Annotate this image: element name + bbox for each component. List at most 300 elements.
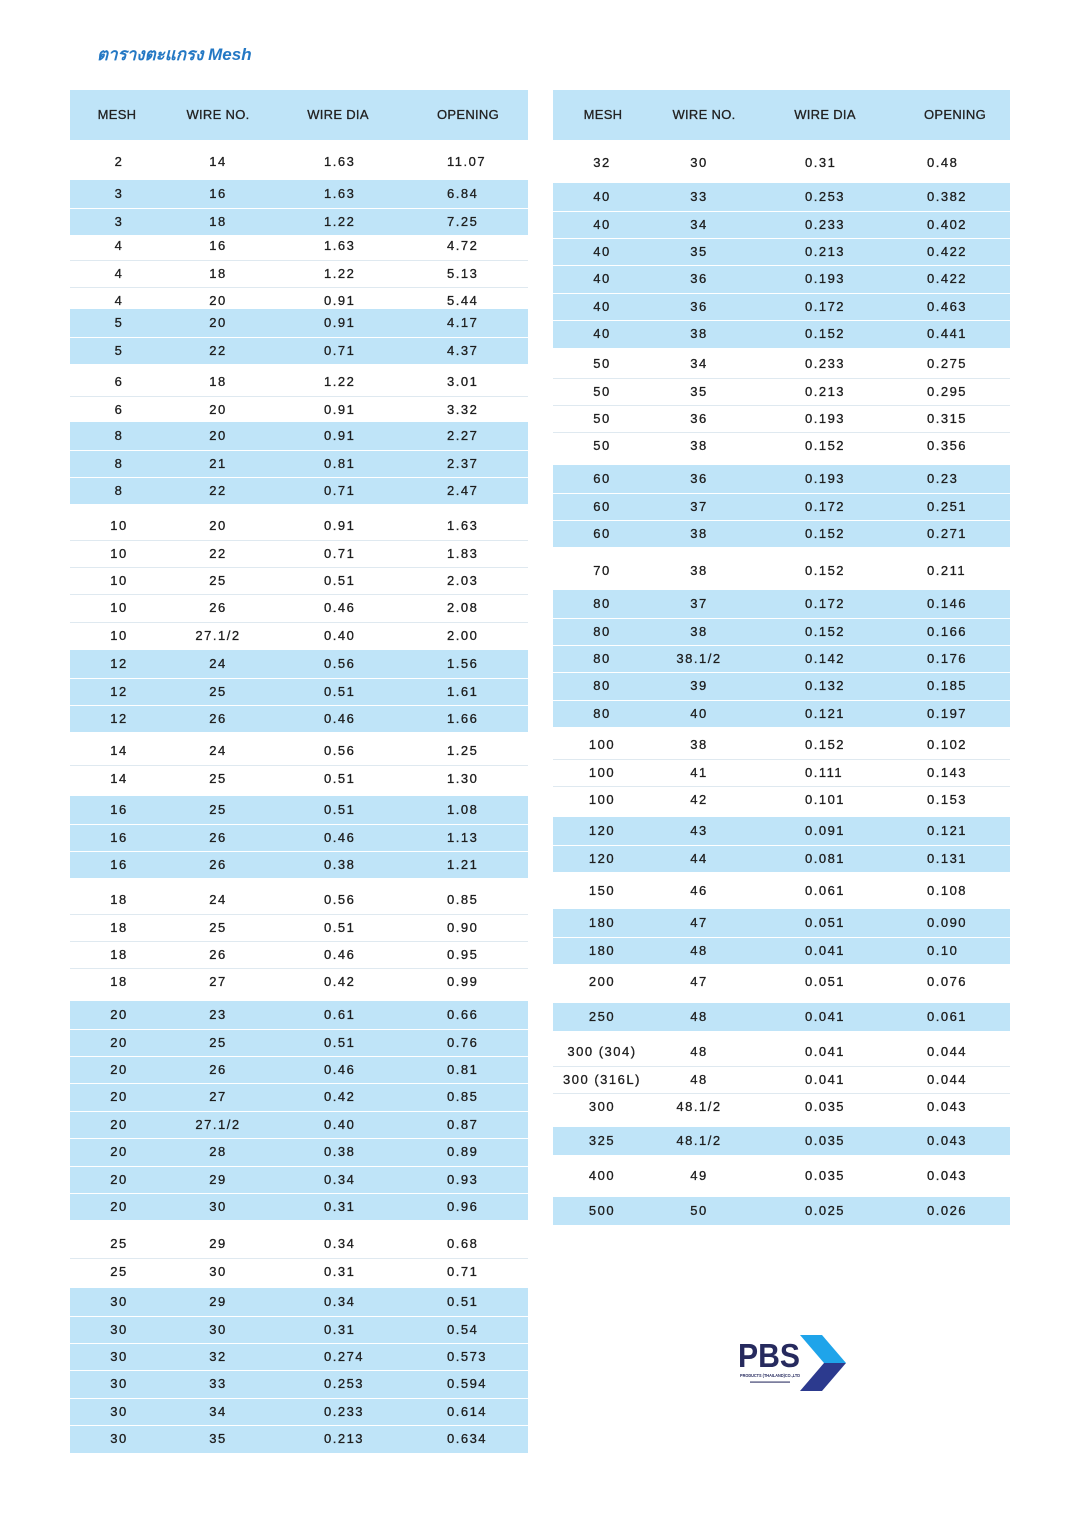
cell-opening: 2.08 bbox=[447, 600, 479, 616]
cell-mesh: 25 bbox=[110, 1263, 128, 1279]
row-group bbox=[553, 590, 1010, 727]
cell-wire-dia: 0.142 bbox=[805, 651, 846, 667]
cell-wire-dia: 0.38 bbox=[324, 857, 356, 873]
cell-mesh: 30 bbox=[110, 1431, 128, 1447]
cell-wire-no: 30 bbox=[209, 1263, 227, 1279]
cell-opening: 0.614 bbox=[447, 1403, 488, 1419]
cell-mesh: 50 bbox=[593, 411, 611, 427]
pbs-logo bbox=[736, 1333, 848, 1393]
cell-wire-dia: 1.63 bbox=[324, 238, 356, 254]
cell-opening: 1.08 bbox=[447, 802, 479, 818]
table-row bbox=[553, 786, 1010, 813]
cell-wire-no: 47 bbox=[690, 974, 708, 990]
row-group bbox=[70, 886, 528, 996]
cell-wire-dia: 0.91 bbox=[324, 518, 356, 534]
cell-mesh: 2 bbox=[114, 154, 124, 170]
table-row bbox=[553, 520, 1010, 547]
table-row bbox=[553, 759, 1010, 786]
table-row bbox=[553, 350, 1010, 377]
cell-opening: 0.271 bbox=[927, 526, 968, 542]
row-group bbox=[70, 1001, 528, 1220]
cell-wire-dia: 0.172 bbox=[805, 498, 846, 514]
cell-mesh: 16 bbox=[110, 857, 128, 873]
table-row bbox=[553, 1066, 1010, 1093]
cell-mesh: 20 bbox=[110, 1089, 128, 1105]
table-row bbox=[553, 1093, 1010, 1120]
cell-wire-dia: 0.041 bbox=[805, 1071, 846, 1087]
logo-company-name: PRODUCTS (THAILAND)CO.,LTD bbox=[740, 1373, 801, 1378]
cell-wire-no: 39 bbox=[690, 678, 708, 694]
cell-wire-no: 25 bbox=[209, 919, 227, 935]
cell-wire-dia: 1.63 bbox=[324, 154, 356, 170]
table-row bbox=[553, 320, 1010, 347]
row-group bbox=[553, 1197, 1010, 1224]
cell-wire-dia: 0.253 bbox=[805, 189, 846, 205]
table-row bbox=[70, 540, 528, 567]
cell-wire-no: 44 bbox=[690, 850, 708, 866]
cell-wire-dia: 0.91 bbox=[324, 293, 356, 309]
logo-chevron-upper bbox=[800, 1335, 846, 1363]
cell-opening: 2.37 bbox=[447, 455, 479, 471]
cell-wire-no: 22 bbox=[209, 342, 227, 358]
table-row bbox=[70, 1138, 528, 1165]
cell-wire-dia: 0.51 bbox=[324, 919, 356, 935]
cell-opening: 0.87 bbox=[447, 1116, 479, 1132]
cell-mesh: 16 bbox=[110, 802, 128, 818]
cell-wire-no: 40 bbox=[690, 705, 708, 721]
table-row bbox=[553, 405, 1010, 432]
cell-opening: 1.21 bbox=[447, 857, 479, 873]
row-group bbox=[553, 557, 1010, 584]
cell-wire-dia: 0.132 bbox=[805, 678, 846, 694]
table-row bbox=[70, 1166, 528, 1193]
table-row bbox=[553, 618, 1010, 645]
table-body bbox=[553, 90, 1010, 1230]
cell-opening: 4.37 bbox=[447, 342, 479, 358]
cell-wire-no: 36 bbox=[690, 298, 708, 314]
cell-opening: 11.07 bbox=[447, 154, 487, 170]
cell-wire-no: 26 bbox=[209, 829, 227, 845]
table-row bbox=[70, 1258, 528, 1285]
row-group bbox=[553, 817, 1010, 872]
cell-opening: 2.47 bbox=[447, 483, 479, 499]
cell-opening: 0.68 bbox=[447, 1236, 479, 1252]
cell-opening: 7.25 bbox=[447, 213, 479, 229]
row-group bbox=[70, 1230, 528, 1285]
cell-wire-no: 34 bbox=[690, 216, 708, 232]
row-group bbox=[70, 1288, 528, 1452]
cell-wire-no: 38 bbox=[690, 563, 708, 579]
cell-wire-dia: 0.51 bbox=[324, 802, 356, 818]
cell-mesh: 10 bbox=[110, 573, 128, 589]
cell-wire-no: 27.1/2 bbox=[195, 627, 241, 643]
table-row bbox=[70, 650, 528, 677]
cell-wire-no: 47 bbox=[690, 915, 708, 931]
row-group bbox=[70, 796, 528, 878]
cell-wire-no: 26 bbox=[209, 947, 227, 963]
cell-wire-no: 38 bbox=[690, 623, 708, 639]
row-group bbox=[553, 465, 1010, 547]
cell-wire-dia: 0.34 bbox=[324, 1294, 356, 1310]
cell-wire-no: 32 bbox=[209, 1349, 227, 1365]
cell-wire-dia: 0.041 bbox=[805, 1044, 846, 1060]
cell-wire-dia: 0.274 bbox=[324, 1349, 365, 1365]
table-row bbox=[70, 914, 528, 941]
cell-wire-no: 30 bbox=[209, 1199, 227, 1215]
cell-opening: 0.382 bbox=[927, 189, 968, 205]
cell-wire-dia: 0.233 bbox=[324, 1403, 365, 1419]
cell-wire-no: 41 bbox=[690, 764, 708, 780]
row-group bbox=[70, 737, 528, 792]
cell-mesh: 3 bbox=[114, 213, 124, 229]
cell-mesh: 20 bbox=[110, 1034, 128, 1050]
cell-opening: 2.27 bbox=[447, 428, 479, 444]
table-row bbox=[70, 512, 528, 539]
row-group bbox=[553, 1003, 1010, 1030]
cell-mesh: 400 bbox=[588, 1168, 616, 1184]
cell-opening: 0.93 bbox=[447, 1171, 479, 1187]
cell-mesh: 100 bbox=[588, 792, 616, 808]
cell-wire-no: 22 bbox=[209, 545, 227, 561]
cell-mesh: 80 bbox=[593, 678, 611, 694]
cell-opening: 0.176 bbox=[927, 651, 968, 667]
cell-opening: 0.197 bbox=[927, 705, 968, 721]
cell-mesh: 5 bbox=[114, 315, 124, 331]
cell-mesh: 14 bbox=[110, 770, 128, 786]
cell-wire-dia: 0.46 bbox=[324, 829, 356, 845]
cell-mesh: 50 bbox=[593, 438, 611, 454]
cell-mesh: 12 bbox=[110, 683, 128, 699]
cell-wire-no: 22 bbox=[209, 483, 227, 499]
cell-wire-dia: 0.193 bbox=[805, 271, 846, 287]
cell-wire-dia: 0.213 bbox=[805, 383, 846, 399]
header-wire-no: WIRE NO. bbox=[672, 107, 736, 122]
table-row bbox=[70, 886, 528, 913]
cell-wire-no: 26 bbox=[209, 857, 227, 873]
cell-mesh: 8 bbox=[114, 483, 124, 499]
table-row bbox=[553, 672, 1010, 699]
cell-mesh: 60 bbox=[593, 498, 611, 514]
cell-wire-no: 35 bbox=[690, 383, 708, 399]
row-group bbox=[553, 1127, 1010, 1154]
cell-opening: 0.166 bbox=[927, 623, 968, 639]
row-group bbox=[70, 148, 528, 175]
table-row bbox=[70, 368, 528, 395]
table-row bbox=[70, 477, 528, 504]
cell-mesh: 30 bbox=[110, 1403, 128, 1419]
cell-wire-dia: 0.172 bbox=[805, 298, 846, 314]
cell-wire-dia: 1.22 bbox=[324, 374, 356, 390]
cell-opening: 0.66 bbox=[447, 1007, 479, 1023]
cell-mesh: 180 bbox=[588, 942, 616, 958]
row-group bbox=[70, 309, 528, 364]
table-row bbox=[553, 432, 1010, 459]
cell-opening: 0.185 bbox=[927, 678, 968, 694]
table-row bbox=[70, 594, 528, 621]
cell-wire-dia: 0.56 bbox=[324, 743, 356, 759]
cell-mesh: 5 bbox=[114, 342, 124, 358]
cell-wire-no: 48 bbox=[690, 942, 708, 958]
cell-wire-no: 29 bbox=[209, 1171, 227, 1187]
cell-wire-no: 20 bbox=[209, 518, 227, 534]
header-wire-dia: WIRE DIA bbox=[307, 107, 369, 122]
mesh-table-right bbox=[553, 90, 1010, 1230]
cell-wire-dia: 0.46 bbox=[324, 947, 356, 963]
cell-mesh: 20 bbox=[110, 1171, 128, 1187]
cell-mesh: 25 bbox=[110, 1236, 128, 1252]
cell-wire-dia: 0.152 bbox=[805, 326, 846, 342]
cell-wire-dia: 0.193 bbox=[805, 471, 846, 487]
cell-opening: 0.143 bbox=[927, 764, 968, 780]
cell-mesh: 3 bbox=[114, 186, 124, 202]
cell-wire-dia: 0.111 bbox=[805, 764, 844, 780]
cell-wire-dia: 0.233 bbox=[805, 356, 846, 372]
cell-opening: 0.131 bbox=[927, 850, 968, 866]
row-group bbox=[553, 149, 1010, 176]
table-row bbox=[70, 622, 528, 649]
cell-wire-no: 36 bbox=[690, 471, 708, 487]
cell-mesh: 80 bbox=[593, 705, 611, 721]
table-row bbox=[70, 851, 528, 878]
cell-mesh: 40 bbox=[593, 326, 611, 342]
cell-wire-dia: 0.172 bbox=[805, 596, 846, 612]
cell-mesh: 60 bbox=[593, 526, 611, 542]
cell-opening: 0.026 bbox=[927, 1203, 968, 1219]
row-group bbox=[553, 731, 1010, 813]
cell-wire-no: 50 bbox=[690, 1203, 708, 1219]
table-row bbox=[70, 567, 528, 594]
cell-wire-dia: 0.42 bbox=[324, 974, 356, 990]
table-row bbox=[70, 148, 528, 175]
cell-wire-no: 24 bbox=[209, 892, 227, 908]
table-row bbox=[70, 1425, 528, 1452]
table-row bbox=[553, 211, 1010, 238]
cell-opening: 0.48 bbox=[927, 155, 959, 171]
cell-wire-no: 38 bbox=[690, 526, 708, 542]
cell-wire-dia: 0.253 bbox=[324, 1376, 365, 1392]
cell-mesh: 18 bbox=[110, 974, 128, 990]
table-row bbox=[70, 1230, 528, 1257]
cell-wire-dia: 0.035 bbox=[805, 1168, 846, 1184]
cell-wire-no: 25 bbox=[209, 573, 227, 589]
cell-wire-dia: 0.213 bbox=[805, 244, 846, 260]
header-mesh: MESH bbox=[583, 107, 623, 122]
table-row bbox=[553, 968, 1010, 995]
cell-wire-no: 26 bbox=[209, 1062, 227, 1078]
cell-mesh: 16 bbox=[110, 829, 128, 845]
table-row bbox=[553, 645, 1010, 672]
header-wire-no: WIRE NO. bbox=[186, 107, 250, 122]
cell-opening: 0.275 bbox=[927, 356, 968, 372]
cell-wire-dia: 0.61 bbox=[324, 1007, 356, 1023]
cell-wire-no: 48 bbox=[690, 1009, 708, 1025]
cell-opening: 0.422 bbox=[927, 244, 968, 260]
table-row bbox=[553, 1127, 1010, 1154]
cell-wire-no: 38.1/2 bbox=[676, 651, 722, 667]
cell-opening: 0.23 bbox=[927, 471, 959, 487]
table-row bbox=[70, 396, 528, 423]
cell-mesh: 180 bbox=[588, 915, 616, 931]
cell-opening: 0.090 bbox=[927, 915, 968, 931]
cell-mesh: 4 bbox=[114, 293, 124, 309]
cell-opening: 2.03 bbox=[447, 573, 479, 589]
table-row bbox=[70, 232, 528, 259]
cell-mesh: 325 bbox=[588, 1133, 616, 1149]
cell-opening: 1.61 bbox=[447, 683, 479, 699]
cell-wire-dia: 0.71 bbox=[324, 483, 356, 499]
cell-mesh: 50 bbox=[593, 383, 611, 399]
cell-wire-dia: 0.34 bbox=[324, 1171, 356, 1187]
table-row bbox=[70, 1111, 528, 1138]
cell-opening: 0.251 bbox=[927, 498, 968, 514]
cell-opening: 0.402 bbox=[927, 216, 968, 232]
cell-wire-no: 25 bbox=[209, 770, 227, 786]
cell-wire-dia: 0.40 bbox=[324, 1116, 356, 1132]
table-row bbox=[70, 422, 528, 449]
cell-wire-dia: 0.51 bbox=[324, 1034, 356, 1050]
cell-wire-dia: 0.51 bbox=[324, 573, 356, 589]
cell-mesh: 8 bbox=[114, 428, 124, 444]
cell-opening: 0.85 bbox=[447, 1089, 479, 1105]
cell-opening: 0.043 bbox=[927, 1168, 968, 1184]
table-row bbox=[553, 817, 1010, 844]
mesh-table-left bbox=[70, 90, 528, 1456]
cell-wire-no: 24 bbox=[209, 656, 227, 672]
cell-wire-dia: 0.56 bbox=[324, 892, 356, 908]
cell-opening: 0.10 bbox=[927, 942, 959, 958]
cell-wire-no: 29 bbox=[209, 1294, 227, 1310]
cell-wire-no: 43 bbox=[690, 823, 708, 839]
cell-opening: 0.95 bbox=[447, 947, 479, 963]
cell-opening: 3.01 bbox=[447, 374, 479, 390]
cell-wire-no: 49 bbox=[690, 1168, 708, 1184]
table-row bbox=[553, 238, 1010, 265]
row-group bbox=[70, 232, 528, 314]
cell-wire-dia: 0.061 bbox=[805, 883, 846, 899]
cell-mesh: 4 bbox=[114, 238, 124, 254]
table-header-row bbox=[553, 90, 1010, 140]
table-row bbox=[553, 378, 1010, 405]
cell-wire-no: 48.1/2 bbox=[676, 1133, 722, 1149]
cell-mesh: 500 bbox=[588, 1203, 616, 1219]
cell-wire-no: 24 bbox=[209, 743, 227, 759]
cell-opening: 0.99 bbox=[447, 974, 479, 990]
cell-mesh: 10 bbox=[110, 627, 128, 643]
cell-wire-no: 34 bbox=[209, 1403, 227, 1419]
cell-wire-dia: 0.193 bbox=[805, 411, 846, 427]
cell-opening: 0.044 bbox=[927, 1044, 968, 1060]
table-row bbox=[70, 1370, 528, 1397]
table-row bbox=[70, 1193, 528, 1220]
table-row bbox=[70, 941, 528, 968]
table-row bbox=[70, 968, 528, 995]
cell-opening: 5.13 bbox=[447, 265, 479, 281]
cell-wire-dia: 0.081 bbox=[805, 850, 846, 866]
header-opening: OPENING bbox=[436, 107, 500, 122]
cell-wire-no: 25 bbox=[209, 802, 227, 818]
cell-wire-dia: 0.31 bbox=[324, 1199, 356, 1215]
cell-opening: 0.102 bbox=[927, 737, 968, 753]
cell-mesh: 18 bbox=[110, 919, 128, 935]
cell-mesh: 40 bbox=[593, 189, 611, 205]
table-row bbox=[553, 845, 1010, 872]
cell-mesh: 80 bbox=[593, 651, 611, 667]
cell-opening: 1.63 bbox=[447, 518, 479, 534]
cell-wire-dia: 0.213 bbox=[324, 1431, 365, 1447]
cell-wire-no: 37 bbox=[690, 596, 708, 612]
cell-wire-no: 33 bbox=[690, 189, 708, 205]
cell-wire-no: 27 bbox=[209, 1089, 227, 1105]
cell-wire-no: 14 bbox=[209, 154, 227, 170]
header-wire-dia: WIRE DIA bbox=[794, 107, 856, 122]
cell-wire-no: 42 bbox=[690, 792, 708, 808]
cell-mesh: 70 bbox=[593, 563, 611, 579]
cell-wire-dia: 0.152 bbox=[805, 526, 846, 542]
table-row bbox=[553, 731, 1010, 758]
row-group bbox=[70, 512, 528, 649]
cell-opening: 2.00 bbox=[447, 627, 479, 643]
cell-wire-dia: 0.40 bbox=[324, 627, 356, 643]
cell-mesh: 30 bbox=[110, 1294, 128, 1310]
cell-mesh: 120 bbox=[588, 823, 616, 839]
cell-wire-no: 48 bbox=[690, 1071, 708, 1087]
cell-opening: 0.153 bbox=[927, 792, 968, 808]
cell-opening: 0.044 bbox=[927, 1071, 968, 1087]
table-row bbox=[70, 180, 528, 207]
cell-wire-dia: 0.31 bbox=[805, 155, 837, 171]
cell-mesh: 60 bbox=[593, 471, 611, 487]
table-row bbox=[70, 1001, 528, 1028]
cell-wire-dia: 0.233 bbox=[805, 216, 846, 232]
cell-mesh: 80 bbox=[593, 596, 611, 612]
table-row bbox=[553, 937, 1010, 964]
table-row bbox=[70, 705, 528, 732]
cell-mesh: 12 bbox=[110, 656, 128, 672]
table-row bbox=[70, 765, 528, 792]
cell-wire-no: 27 bbox=[209, 974, 227, 990]
cell-mesh: 20 bbox=[110, 1199, 128, 1215]
cell-wire-no: 18 bbox=[209, 374, 227, 390]
cell-mesh: 18 bbox=[110, 947, 128, 963]
row-group bbox=[553, 1038, 1010, 1120]
cell-wire-no: 26 bbox=[209, 711, 227, 727]
row-group bbox=[553, 877, 1010, 904]
table-row bbox=[553, 557, 1010, 584]
cell-mesh: 20 bbox=[110, 1116, 128, 1132]
cell-opening: 4.72 bbox=[447, 238, 479, 254]
table-row bbox=[553, 149, 1010, 176]
logo-wordmark: PBS bbox=[738, 1337, 800, 1374]
cell-wire-no: 38 bbox=[690, 326, 708, 342]
table-row bbox=[553, 1162, 1010, 1189]
cell-opening: 1.13 bbox=[447, 829, 479, 845]
cell-wire-dia: 0.091 bbox=[805, 823, 846, 839]
cell-opening: 0.061 bbox=[927, 1009, 968, 1025]
cell-opening: 0.85 bbox=[447, 892, 479, 908]
cell-opening: 1.83 bbox=[447, 545, 479, 561]
cell-wire-dia: 0.51 bbox=[324, 683, 356, 699]
cell-wire-no: 20 bbox=[209, 428, 227, 444]
cell-wire-no: 35 bbox=[690, 244, 708, 260]
cell-wire-no: 38 bbox=[690, 737, 708, 753]
cell-wire-dia: 0.56 bbox=[324, 656, 356, 672]
cell-opening: 0.81 bbox=[447, 1062, 479, 1078]
cell-opening: 5.44 bbox=[447, 293, 479, 309]
cell-mesh: 100 bbox=[588, 737, 616, 753]
row-group bbox=[553, 909, 1010, 964]
table-row bbox=[553, 909, 1010, 936]
cell-wire-dia: 0.34 bbox=[324, 1236, 356, 1252]
